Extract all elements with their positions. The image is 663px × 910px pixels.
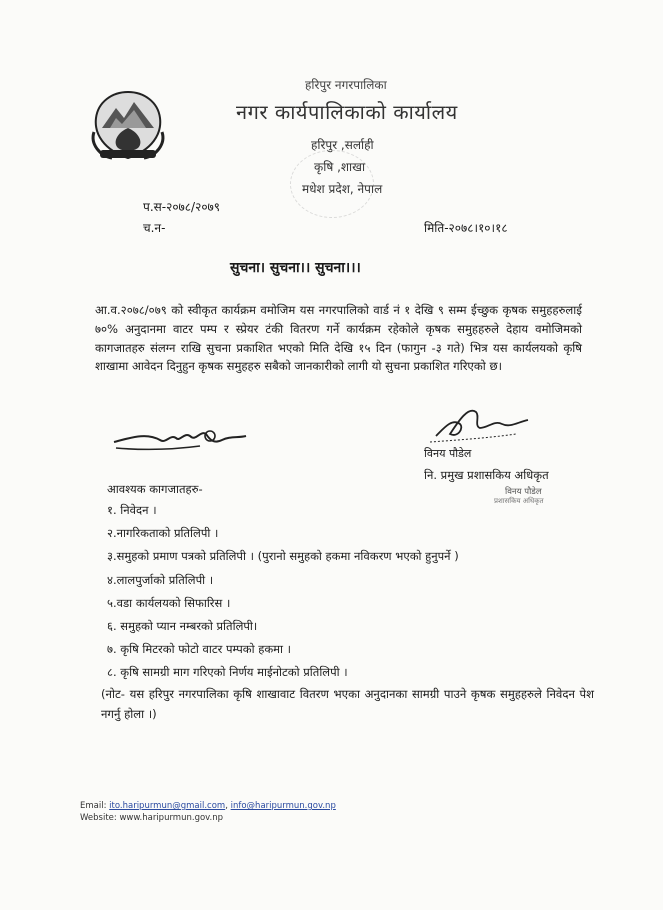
province-name: मधेश प्रदेश, नेपाल — [302, 182, 383, 196]
stamp-name: विनय पौडेल — [505, 487, 542, 497]
documents-list — [107, 499, 459, 685]
notice-note: (नोट- यस हरिपुर नगरपालिका कृषि शाखावाट वितरण भएका अनुदानका सामग्री पाउने कृषक समुहहरुले निवेदन पेश नगर्नु होला ।) — [101, 687, 594, 721]
stamp-title: प्रशासकिय अधिकृत — [494, 497, 544, 505]
footer-contact — [80, 800, 336, 824]
notice-body: आ.व.२०७८/०७९ को स्वीकृत कार्यक्रम वमोजिम यस नगरपालिको वार्ड नं १ देखि ९ सम्म ईच्छुक कृषक समुहहरुलाई ७०% अनुदानमा वाटर पम्प र स्प्रेयर टंकी वितरण गर्ने कार्यक्रम रहेकोले कृषक समुहहरुले देहाय वमोजिमको कागजातहरु संलग्न राखि सुचना प्रकाशित भएको मिति देखि १५ दिन (फागुन -३ गते) भित्र यस कार्यलयको कृषि शाखामा आवेदन दिनुहुन कृषक समुहहरु सबैको जानकारीको लागी यो सुचना प्रकाशित गरिएको छ। — [95, 303, 582, 374]
list-item: ६. समुहको प्यान नम्बरको प्रतिलिपी। — [107, 618, 258, 633]
officer-name: विनय पौडेल — [424, 447, 472, 460]
municipality-name: हरिपुर नगरपालिका — [305, 78, 387, 92]
right-signature-icon — [428, 398, 538, 446]
list-item: ७. कृषि मिटरको फोटो वाटर पम्पको हकमा । — [107, 642, 292, 657]
list-item: ४.लालपुर्जाको प्रतिलिपी । — [107, 572, 214, 587]
website-link[interactable]: www.haripurmun.gov.np — [119, 813, 224, 823]
list-item: १. निवेदन । — [107, 503, 157, 517]
email-line — [80, 800, 336, 812]
notice-title: सुचना। सुचना।। सुचना।।। — [230, 260, 361, 276]
letter-date: मिति-२०७८।१०।१८ — [424, 221, 508, 235]
office-location: हरिपुर ,सर्लाही — [311, 138, 374, 152]
letter-number: प.स-२०७८/२०७९ — [143, 200, 221, 214]
list-item: ८. कृषि सामग्री माग गरिएको निर्णय माईनोटको प्रतिलिपी । — [107, 665, 348, 680]
list-item: ३.समुहको प्रमाण पत्रको प्रतिलिपी । (पुरानो समुहको हकमा नविकरण भएको हुनुपर्ने ) — [107, 549, 459, 564]
office-name: नगर कार्यपालिकाको कार्यालय — [236, 100, 458, 124]
list-item: २.नागरिकताको प्रतिलिपी । — [107, 526, 219, 541]
website-line — [80, 812, 336, 824]
branch-name: कृषि ,शाखा — [314, 160, 366, 174]
website-label: Website: — [80, 813, 117, 823]
email-label: Email: — [80, 801, 107, 811]
email-separator: , — [225, 801, 228, 811]
left-signature-icon — [110, 420, 250, 458]
email-link-1[interactable]: ito.haripurmun@gmail.com — [109, 801, 226, 811]
dispatch-number: च.न- — [143, 221, 166, 235]
documents-heading: आवश्यक कागजातहरु- — [107, 482, 203, 496]
list-item: ५.वडा कार्यलयको सिफारिस । — [107, 595, 231, 610]
nepal-emblem-icon — [88, 88, 168, 162]
officer-title: नि. प्रमुख प्रशासकिय अधिकृत — [424, 468, 549, 482]
email-link-2[interactable]: info@haripurmun.gov.np — [230, 801, 336, 811]
